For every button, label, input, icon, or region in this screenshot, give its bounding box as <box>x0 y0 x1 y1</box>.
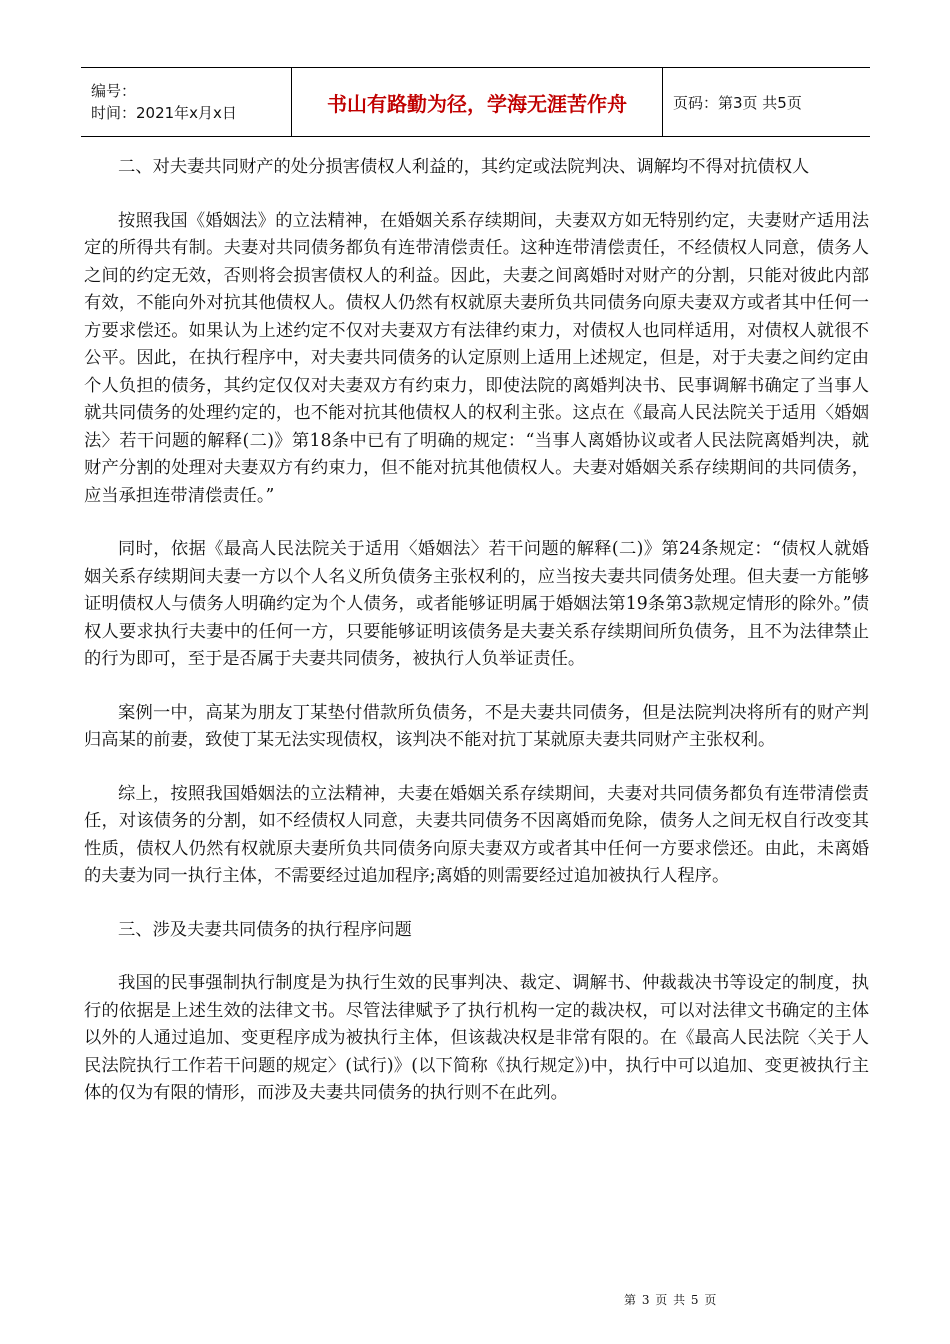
document-body <box>84 154 869 1134</box>
document-date: 时间：2021年x月x日 <box>91 104 237 122</box>
header-page-number: 页码：第3页 共5页 <box>673 93 802 112</box>
header-meta <box>81 68 291 136</box>
header-motto: 书山有路勤为径，学海无涯苦作舟 <box>291 68 663 136</box>
page-header <box>81 67 870 137</box>
paragraph: 我国的民事强制执行制度是为执行生效的民事判决、裁定、调解书、仲裁裁决书等设定的制度，执行的依据是上述生效的法律文书。尽管法律赋予了执行机构一定的裁决权，可以对法律文书确定的主体以外的人通过追加、变更程序成为被执行主体，但该裁决权是非常有限的。在《最高人民法院〈关于人民法院执行工作若干问题的规定〉(试行)》(以下简称《执行规定》)中，执行中可以追加、变更被执行主体的仅为有限的情形，而涉及夫妻共同债务的执行则不在此列。 <box>84 973 869 1103</box>
page-footer: 第 3 页 共 5 页 <box>624 1293 718 1307</box>
document-number: 编号： <box>91 82 137 100</box>
section-heading-2: 二、对夫妻共同财产的处分损害债权人利益的，其约定或法院判决、调解均不得对抗债权人 <box>118 157 810 177</box>
section-heading-3: 三、涉及夫妻共同债务的执行程序问题 <box>118 919 412 940</box>
paragraph: 综上，按照我国婚姻法的立法精神，夫妻在婚姻关系存续期间，夫妻对共同债务都负有连带清偿责任，对该债务的分割，如不经债权人同意，夫妻共同债务不因离婚而免除，债务人之间无权自行改变其性质，债权人仍然有权就原夫妻所负共同债务向原夫妻双方或者其中任何一方要求偿还。由此，未离婚的夫妻为同一执行主体，不需要经过追加程序;离婚的则需要经过追加被执行人程序。 <box>84 783 869 886</box>
paragraph: 案例一中，高某为朋友丁某垫付借款所负债务，不是夫妻共同债务，但是法院判决将所有的财产判归高某的前妻，致使丁某无法实现债权，该判决不能对抗丁某就原夫妻共同财产主张权利。 <box>84 702 869 750</box>
paragraph: 按照我国《婚姻法》的立法精神，在婚姻关系存续期间，夫妻双方如无特别约定，夫妻财产适用法定的所得共有制。夫妻对共同债务都负有连带清偿责任。这种连带清偿责任，不经债权人同意，债务人之间的约定无效，否则将会损害债权人的利益。因此，夫妻之间离婚时对财产的分割，只能对彼此内部有效，不能向外对抗其他债权人。债权人仍然有权就原夫妻所负共同债务向原夫妻双方或者其中任何一方要求偿还。如果认为上述约定不仅对夫妻双方有法律约束力，对债权人也同样适用，对债权人就很不公平。因此，在执行程序中，对夫妻共同债务的认定原则上适用上述规定，但是，对于夫妻之间约定由个人负担的债务，其约定仅仅对夫妻双方有约束力，即使法院的离婚判决书、民事调解书确定了当事人就共同债务的处理约定的，也不能对抗其他债权人的权利主张。这点在《最高人民法院关于适用〈婚姻法〉若干问题的解释(二)》第18条中已有了明确的规定：“当事人离婚协议或者人民法院离婚判决，就财产分割的处理对夫妻双方有约束力，但不能对抗其他债权人。夫妻对婚姻关系存续期间的共同债务，应当承担连带清偿责任。” <box>84 210 869 506</box>
paragraph: 同时，依据《最高人民法院关于适用〈婚姻法〉若干问题的解释(二)》第24条规定：“债权人就婚姻关系存续期间夫妻一方以个人名义所负债务主张权利的，应当按夫妻共同债务处理。但夫妻一方能够证明债权人与债务人明确约定为个人债务，或者能够证明属于婚姻法第19条第3款规定情形的除外。”债权人要求执行夫妻中的任何一方，只要能够证明该债务是夫妻关系存续期间所负债务，且不为法律禁止的行为即可，至于是否属于夫妻共同债务，被执行人负举证责任。 <box>84 539 869 669</box>
